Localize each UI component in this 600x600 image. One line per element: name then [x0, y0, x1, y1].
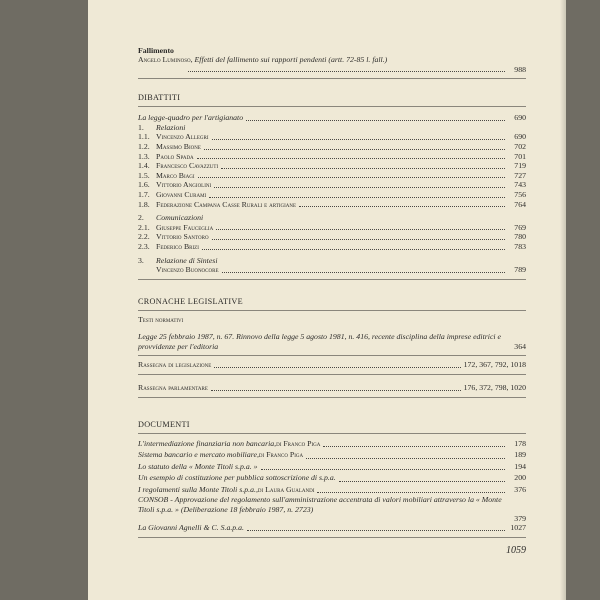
comunicazioni-heading: 2. Comunicazioni [138, 213, 204, 223]
sintesi-heading: 3. Relazione di Sintesi [138, 255, 218, 265]
fallimento-page: 988 [514, 64, 526, 74]
list-item: Sistema bancario e mercato mobiliare, di Franco Piga 189 [138, 450, 526, 460]
fallimento-heading: Fallimento [138, 46, 174, 55]
agnelli-row: La Giovanni Agnelli & C. S.a.p.a. 1027 [138, 523, 526, 533]
leader-dots [246, 120, 505, 121]
comunicazioni-list [138, 223, 526, 252]
list-item: L'intermediazione finanziaria non bancaria, di Franco Piga 178 [138, 438, 526, 448]
list-item: 2.3. Federico Brizi 783 [138, 241, 526, 251]
testi-normativi-label: Testi normativi [138, 314, 184, 324]
fallimento-author: Angelo Luminoso [138, 55, 191, 64]
legge-page: 364 [514, 341, 526, 351]
cronache-heading: CRONACHE LEGISLATIVE [138, 296, 243, 306]
table-of-contents [138, 46, 526, 538]
sintesi-row: Vincenzo Buonocore 789 [156, 265, 526, 275]
rassegna-legislazione-row: Rassegna di legislazione 172, 367, 792, 1018 [138, 360, 526, 370]
list-item: 1.2. Massimo Bione 702 [138, 141, 526, 151]
list-item: 2.1. Giuseppe Fauceglia 769 [138, 222, 526, 232]
list-item: 1.8. Federazione Campana Casse Rurali e artigiane 764 [138, 199, 526, 209]
rassegna-parlamentare-row: Rassegna parlamentare 176, 372, 798, 1020 [138, 383, 526, 393]
consob-page: 379 [514, 513, 526, 523]
divider [138, 537, 526, 538]
page-number: 1059 [506, 545, 526, 556]
list-item: 1.3. Paolo Spada 701 [138, 151, 526, 161]
dibattiti-topic: La legge-quadro per l'artigianato [138, 113, 244, 123]
list-item: 1.5. Marco Biagi 727 [138, 170, 526, 180]
dibattiti-heading: DIBATTITI [138, 93, 181, 103]
dibattiti-topic-row [138, 113, 526, 123]
list-item: 2.2. Vittorio Santoro 780 [138, 232, 526, 242]
consob-entry: CONSOB - Approvazione del regolamento sull'amministrazione accentrata di valori mobiliari attraverso la « Monte Titoli s.p.a. » (Deliberazione 18 febbraio 1987, n. 2723) 379 [138, 495, 526, 523]
list-item: 1.4. Francesco Cavazzuti 719 [138, 161, 526, 171]
fallimento-entry: Angelo Luminoso, Effetti del fallimento sui rapporti pendenti (artt. 72-85 l. fall.) 988 [138, 55, 526, 74]
dibattiti-topic-page: 690 [514, 113, 526, 123]
legge-entry: Legge 25 febbraio 1987, n. 67. Rinnovo della legge 5 agosto 1981, n. 416, recente disciplina della imprese editrici e provvidenze per l'editoria 364 [138, 332, 526, 351]
relazioni-list [138, 132, 526, 209]
list-item: 1.6. Vittorio Angiolini 743 [138, 180, 526, 190]
relazioni-heading: 1. Relazioni [138, 122, 186, 132]
documenti-heading: DOCUMENTI [138, 419, 190, 429]
list-item: 1.7. Giovanni Curami 756 [138, 189, 526, 199]
book-page [88, 0, 566, 600]
list-item: 1.1. Vincenzo Allegri 690 [138, 132, 526, 142]
list-item: I regolamenti sulla Monte Titoli s.p.a., di Laura Gualandi 376 [138, 484, 526, 494]
leader-dots [188, 71, 505, 72]
list-item: Lo statuto della « Monte Titoli s.p.a. » 194 [138, 461, 526, 471]
list-item: Un esempio di costituzione per pubblica sottoscrizione di s.p.a. 200 [138, 473, 526, 483]
fallimento-title: Effetti del fallimento sui rapporti pendenti (artt. 72-85 l. fall.) [194, 55, 388, 64]
documenti-list [138, 438, 526, 496]
